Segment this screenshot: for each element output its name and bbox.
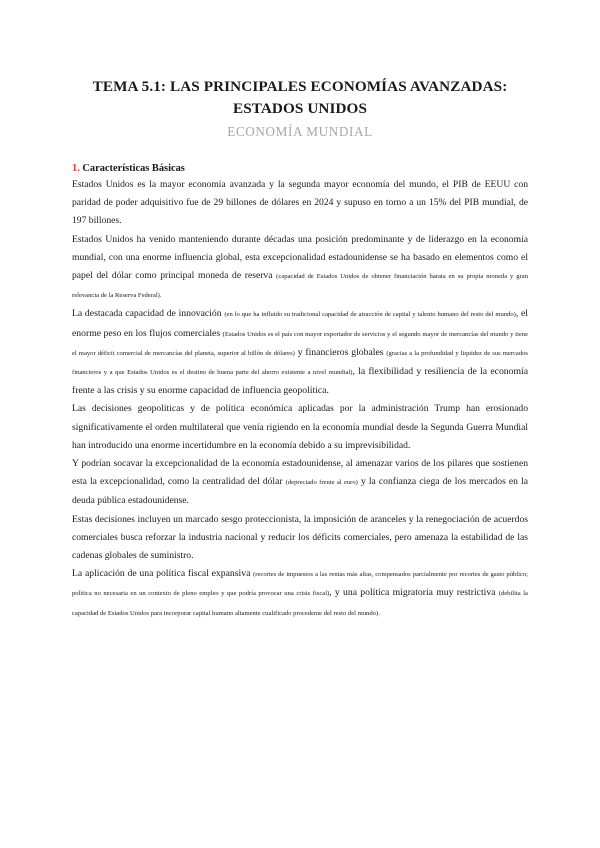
migration-policy-note: (debilita la capacidad de Estados Unidos para incorporar capital humano altamente cualificado procedente del resto del mundo).	[72, 590, 528, 617]
paragraph-exceptionalism	[72, 455, 528, 511]
financial-flows-note: (gracias a la profundidad y liquidez de sus mercados financieros y a que Estados Unidos es el destino de buena parte del ahorro existente a nivel mundial)	[72, 349, 528, 377]
exceptionalism-text: Y podrían socavar la excepcionalidad de la economía estadounidense, al amenazar varios de los pilares que sostienen esta la excepcionalidad, como la centralidad del dólar	[72, 458, 528, 488]
title-line-2: ESTADOS UNIDOS	[232, 100, 368, 117]
exceptionalism-note: (depreciado frente al euro)	[285, 479, 358, 487]
section-title: Características Básicas	[79, 163, 185, 174]
section-heading	[72, 162, 528, 176]
trade-flows-note: (Estados Unidos es el país con mayor exportador de servicios y el segundo mayor de mercancías del mundo y tiene el mayor déficit comercial de mercancías del planeta, superior al billón de dólares)	[72, 330, 529, 357]
trade-flows-text: , el enorme peso en los flujos comerciales	[72, 308, 528, 339]
paragraph-leadership	[72, 231, 528, 306]
document-subtitle: ECONOMÍA MUNDIAL	[227, 124, 373, 139]
paragraph-trump-policies: Las decisiones geopolíticas y de política económica aplicadas por la administración Trump han erosionado significativamente el orden multilateral que venía rigiendo en la economía mundial desde la Segunda Guerra Mundial han introducido una enorme incertidumbre en la economía debido a su imprevisibilidad.	[72, 403, 528, 451]
financial-flows-text: y financieros globales	[294, 346, 387, 358]
exceptionalism-text-end: y la confianza ciega de los mercados en la deuda pública estadounidense.	[72, 476, 528, 507]
paragraph-leadership-note: (capacidad de Estados Unidos de obtener financiación barata en su propia moneda y gran relevancia de la Reserva Federal).	[72, 273, 528, 300]
section-number: 1.	[72, 163, 80, 174]
paragraph-leadership-text: Estados Unidos ha venido manteniendo durante décadas una posición predominante y de liderazgo en la economía mundial, con una enorme influencia global, esta excepcionalidad estadounidense se ha basado en elementos como el papel del dólar como principal moneda de reserva	[72, 233, 528, 282]
paragraph-fiscal-policy	[72, 565, 528, 623]
paragraph-gdp: Estados Unidos es la mayor economía avanzada y la segunda mayor economía del mundo, el PIB de EEUU con paridad de poder adquisitivo fue de 29 billones de dólares en 2024 y supuso en torno a un 15% del PIB mundial, de 197 billones.	[72, 179, 528, 227]
resilience-text: , la flexibilidad y resiliencia de la economía frente a las crisis y su enorme capacidad de influencia geopolítica.	[72, 366, 528, 397]
paragraph-innovation	[72, 305, 528, 400]
fiscal-policy-text: La aplicación de una política fiscal expansiva	[72, 568, 254, 580]
fiscal-policy-note: (recortes de impuestos a las rentas más altas, compensados parcialmente por recortes de gasto público; política no necesaria en un contexto de pleno empleo y que podría provocar una crisis fiscal)	[72, 571, 529, 598]
title-line-1: TEMA 5.1: LAS PRINCIPALES ECONOMÍAS AVANZADAS:	[92, 78, 508, 95]
innovation-note: (en lo que ha influido su tradicional capacidad de atracción de capital y talento humano del resto del mundo)	[224, 311, 516, 319]
innovation-text: La destacada capacidad de innovación	[72, 308, 225, 320]
migration-policy-text: , y una política migratoria muy restrictiva	[329, 587, 499, 599]
paragraph-protectionism: Estas decisiones incluyen un marcado sesgo proteccionista, la imposición de aranceles y la renegociación de acuerdos comerciales busca reforzar la industria nacional y reducir los déficits comerciales, pero amenaza la estabilidad de las cadenas globales de suministro.	[72, 513, 528, 562]
document-title	[72, 76, 528, 120]
